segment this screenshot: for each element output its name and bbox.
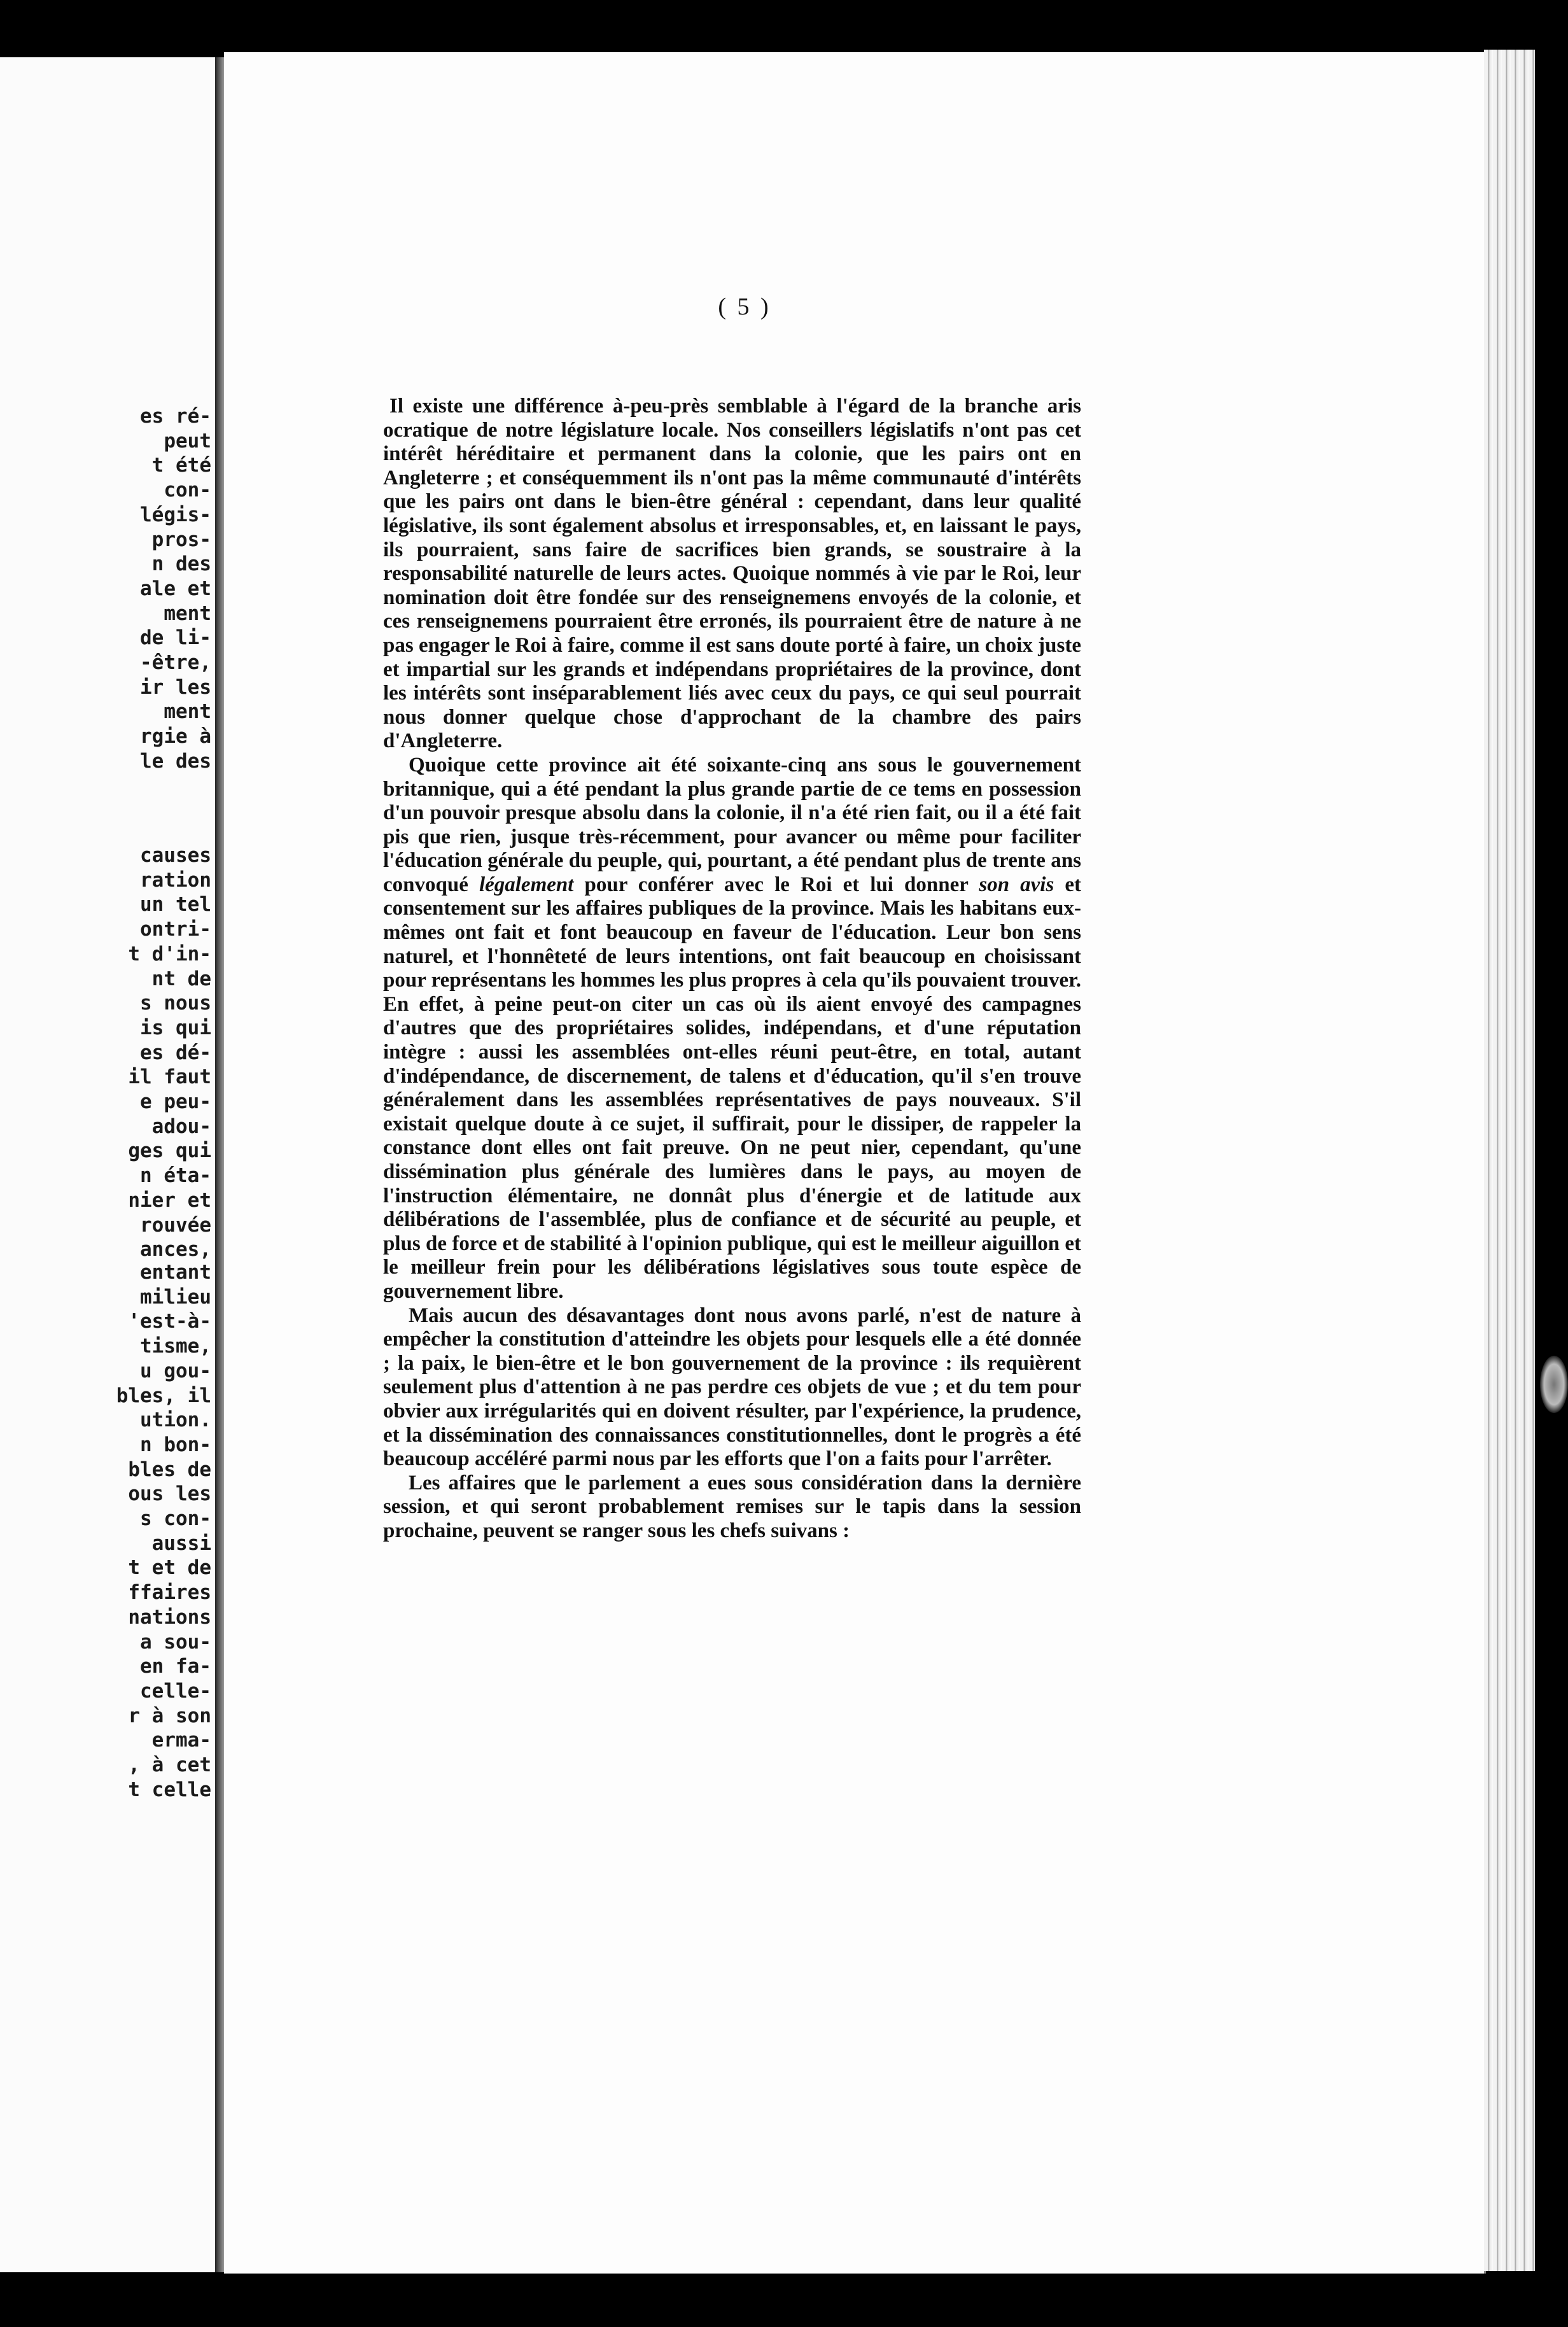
paragraph-3: Mais aucun des désavantages dont nous avons parlé, n'est de nature à empêcher la constitution d'atteindre les objets pour lesquels elle a été donnée ; la paix, le bien-être et le bon gouvernement de la province : ils requièrent seulement plus d'attention à ne pas perdre ces objets de vue ; et du tem pour obvier aux irrégularités qui en doivent résulter, par l'expérience, la prudence, et la dissémination des connaissances constitutionnelles, dont le progrès a été beaucoup accéléré parmi nous par les efforts que l'on a faits pour l'arrêter. [383,1304,1081,1471]
italic-legalement: légalement [479,873,574,896]
page-number: ( 5 ) [718,293,771,320]
previous-page-text-block-1: es ré- peut t été con- légis- pros- n des ale et ment de li- -être, ir les ment rgie à le des [140,405,211,773]
previous-page-text-block-3: entant milieu 'est-à- tisme, u gou- bles, il ution. n bon- bles de ous les s con- aussi t et de ffaires nations a sou- en fa- celle- r à son erma- , à cet t celle [116,1261,211,1801]
previous-page-text-block-2: causes ration un tel ontri- t d'in- nt de s nous is qui es dé- il faut e peu- adou- ges qui n éta- nier et rouvée ances, [128,844,211,1262]
page-stack-edge [1484,50,1535,2271]
book-gutter [215,57,224,2272]
page-body [383,395,1081,1543]
previous-page-fragment [0,57,215,2272]
paragraph-4: Les affaires que le parlement a eues sous considération dans la dernière session, et qui seront probablement remises sur le tapis dans la session prochaine, peuvent se ranger sous les chefs suivans : [383,1471,1081,1542]
margin-smudge [1540,1356,1568,1413]
paragraph-2 [383,754,1081,1304]
paragraph-2-text-a: Quoique cette province ait été soixante-cinq ans sous le gouvernement britannique, qui a été pendant la plus grande partie de ce tems en possession d'un pouvoir presque absolu dans la colonie, il n'a été rien fait, ou il a été fait pis que rien, jusque très-récemment, pour avancer ou même pour faciliter l'éducation générale du peuple, qui, pourtant, a été pendant plus de trente ans convoqué [383,753,1081,896]
paragraph-2-text-c: et consentement sur les affaires publiques de la province. Mais les habitans eux-mêmes ont fait et font beaucoup en faveur de l'éducation. Leur bon sens naturel, et l'honnêteté de leurs intentions, ont fait beaucoup en choisissant pour représentans les hommes les plus propres à cela qu'ils pouvaient trouver. En effet, à peine peut-on citer un cas où ils aient envoyé des campagnes d'autres que des propriétaires solides, indépendans, et d'une réputation intègre : aussi les assemblées ont-elles réuni peut-être, en total, autant d'indépendance, de discernement, de talens et d'éducation, qu'il s'en trouve généralement dans les assemblées représentatives de pays nouveaux. S'il existait quelque doute à ce sujet, il suffirait, pour le dissiper, de rappeler la constance dont elles ont fait preuve. On ne peut nier, cependant, qu'une dissémination plus générale des lumières dans le pays, au moyen de l'instruction élémentaire, ne donnât plus d'énergie et de latitude aux délibérations de l'assemblée, plus de confiance et de sécurité au peuple, et plus de force et de stabilité à l'opinion publique, qui est le meilleur aiguillon et le meilleur frein pour les délibérations législatives sous toute espèce de gouvernement libre. [383,873,1082,1303]
paragraph-1: Il existe une différence à-peu-près semblable à l'égard de la branche aris ocratique de notre législature locale. Nos conseillers législatifs n'ont pas cet intérêt héréditaire et permanent dans la colonie, que les pairs ont en Angleterre ; et conséquemment ils n'ont pas la même communauté d'intérêts que les pairs ont dans le bien-être général : cependant, dans leur qualité législative, ils sont également absolus et irresponsables, et, en laissant le pays, ils pourraient, sans faire de sacrifices bien grands, se soustraire à la responsabilité naturelle de leurs actes. Quoique nommés à vie par le Roi, leur nomination doit être fondée sur des renseignemens envoyés de la colonie, et ces renseignemens pourraient être erronés, ils pourraient être de nature à ne pas engager le Roi à faire, comme il est sans doute porté à faire, un choix juste et impartial sur les grands et indépendans propriétaires de la province, dont les intérêts sont inséparablement liés avec ceux du pays, ce qui seul pourrait nous donner quelque chose d'approchant de la chambre des pairs d'Angleterre. [383,395,1081,753]
paragraph-2-text-b: pour conférer avec le Roi et lui donner [584,873,969,896]
italic-son-avis: son avis [979,873,1054,896]
